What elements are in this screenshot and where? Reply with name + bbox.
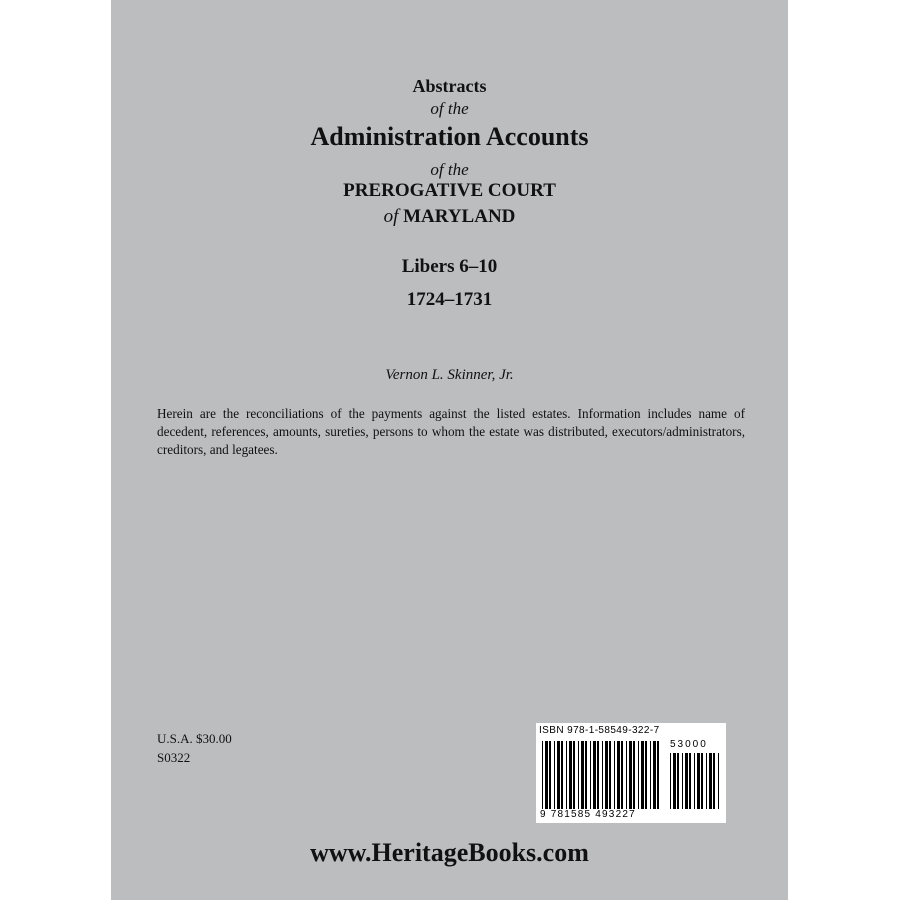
author-name: Vernon L. Skinner, Jr. <box>385 367 514 383</box>
book-description: Herein are the reconciliations of the payments against the listed estates. Information includes name of decedent, references, amounts, sureties, persons to whom the estate was distributed, executors/administrators, creditors, and legatees. <box>157 406 745 457</box>
website-url: www.HeritageBooks.com <box>310 838 589 867</box>
barcode-bar <box>682 753 683 809</box>
isbn-barcode <box>536 723 726 823</box>
barcode-price-code: 53000 <box>670 739 708 750</box>
title-maryland: MARYLAND <box>403 206 516 227</box>
title-of-maryland <box>111 206 788 228</box>
title-administration-accounts: Administration Accounts <box>310 122 589 151</box>
title-prerogative-court: PREROGATIVE COURT <box>343 180 556 201</box>
barcode-bar <box>585 741 587 809</box>
title-of-the-2: of the <box>430 160 469 179</box>
year-range: 1724–1731 <box>406 289 493 310</box>
barcode-bar <box>566 741 567 809</box>
back-cover <box>111 0 788 900</box>
barcode-bar <box>569 741 572 809</box>
barcode-bar <box>545 741 548 809</box>
libers-range: Libers 6–10 <box>401 256 498 277</box>
barcode-bar <box>713 753 715 809</box>
barcode-bar <box>573 741 575 809</box>
barcode-bar <box>653 741 656 809</box>
barcode-bar <box>701 753 703 809</box>
barcode-bar <box>554 741 555 809</box>
barcode-bar <box>602 741 603 809</box>
barcode-bar <box>697 753 700 809</box>
barcode-bar <box>561 741 563 809</box>
barcode-bar <box>621 741 623 809</box>
barcode-bar <box>685 753 688 809</box>
barcode-bar <box>718 753 719 809</box>
barcode-bar <box>677 753 679 809</box>
barcode-bar <box>629 741 632 809</box>
barcode-bar <box>597 741 599 809</box>
barcode-bar <box>617 741 620 809</box>
barcode-bar <box>578 741 579 809</box>
title-abstracts: Abstracts <box>412 76 487 96</box>
barcode-bar <box>605 741 608 809</box>
barcode-bar <box>638 741 639 809</box>
barcode-bar <box>593 741 596 809</box>
barcode-bar <box>542 741 543 809</box>
barcode-bar <box>670 753 671 809</box>
barcode-bar <box>549 741 551 809</box>
barcode-bar <box>557 741 560 809</box>
isbn-label: ISBN 978-1-58549-322-7 <box>539 725 660 736</box>
barcode-bar <box>581 741 584 809</box>
barcode-bar <box>709 753 712 809</box>
barcode-bar <box>694 753 695 809</box>
barcode-digits: 9 781585 493227 <box>540 809 636 820</box>
barcode-bar <box>673 753 676 809</box>
barcode-bar <box>706 753 707 809</box>
barcode-bar <box>689 753 691 809</box>
barcode-bar <box>626 741 627 809</box>
barcode-bar <box>609 741 611 809</box>
barcode-bars <box>536 723 726 823</box>
title-of-the-1: of the <box>430 99 469 118</box>
barcode-bar <box>641 741 644 809</box>
product-code: S0322 <box>157 750 191 765</box>
barcode-bar <box>614 741 615 809</box>
title-of-word: of <box>383 206 399 227</box>
barcode-bar <box>657 741 659 809</box>
barcode-bar <box>645 741 647 809</box>
price: U.S.A. $30.00 <box>157 731 232 746</box>
barcode-bar <box>650 741 651 809</box>
barcode-bar <box>633 741 635 809</box>
barcode-bar <box>590 741 591 809</box>
